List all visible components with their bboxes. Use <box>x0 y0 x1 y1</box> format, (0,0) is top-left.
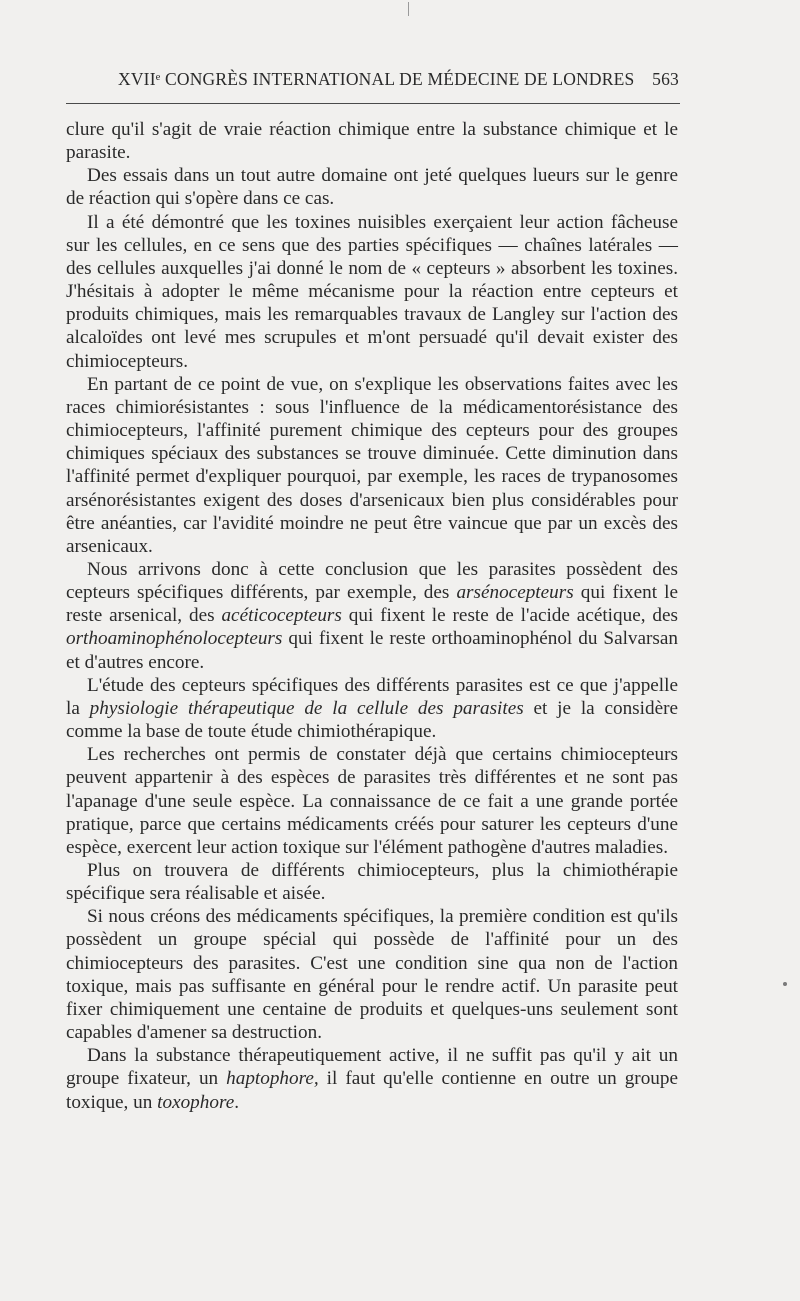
text-run: Si nous créons des médicaments spécifiques, la première condition est qu'ils possèdent un groupe spécial qui possède de l'affinité pour un des chimiocepteurs des parasites. C'est une condition sine qua non de l'action toxique, mais pas suffisante en général pour le rendre actif. Un parasite peut fixer chimiquement une centaine de produits et quelques-uns seulement sont capables d'amener sa destruction. <box>66 906 678 1044</box>
paragraph <box>66 743 678 859</box>
paragraph <box>66 1044 678 1113</box>
running-header-title: XVIIᵉ CONGRÈS INTERNATIONAL DE MÉDECINE DE LONDRES <box>118 69 635 89</box>
paragraph <box>66 674 678 743</box>
text-run: En partant de ce point de vue, on s'explique les observations faites avec les races chimiorésistantes : sous l'influence de la médicamentorésistance des chimiocepteurs, l'affinité purement chimique des cepteurs pour des groupes chimiques spéciaux des substances se trouve diminuée. Cette diminution dans l'affinité permet d'expliquer pourquoi, par exemple, les races de trypanosomes arsénorésistantes exigent des doses d'arsenicaux bien plus considérables pour être anéanties, car l'avidité moindre ne peut être vaincue que par un excès des arsenicaux. <box>66 373 678 557</box>
paragraph <box>66 905 678 1044</box>
text-run: Il a été démontré que les toxines nuisibles exerçaient leur action fâcheuse sur les cellules, en ce sens que des parties spécifiques — chaînes latérales — des cellules auxquelles j'ai donné le nom de « cepteurs » absorbent les toxines. J'hésitais à adopter le même mécanisme pour la réaction entre cepteurs et produits chimiques, mais les remarquables travaux de Langley sur l'action des alcaloïdes ont levé mes scrupules et m'ont persuadé qu'il devait exister des chimiocepteurs. <box>66 211 678 372</box>
paragraph <box>66 373 678 558</box>
page-edge-mark <box>408 2 409 16</box>
text-run: Plus on trouvera de différents chimiocepteurs, plus la chimiothérapie spécifique sera réalisable et aisée. <box>66 860 678 905</box>
text-run: il faut qu'elle contienne en outre un groupe toxique, un <box>66 1068 678 1113</box>
paragraph <box>66 211 678 373</box>
text-run: . <box>234 1091 240 1113</box>
paragraph <box>66 558 678 674</box>
running-header <box>66 69 682 95</box>
paragraph <box>66 164 678 210</box>
paragraph <box>66 118 678 164</box>
body-text <box>66 118 678 1114</box>
italic-term: acéticocepteurs <box>221 605 342 627</box>
text-run: Des essais dans un tout autre domaine ont jeté quelques lueurs sur le genre de réaction qui s'opère dans ce cas. <box>66 165 678 210</box>
text-run: qui fixent le reste de l'acide acétique, des <box>341 605 678 627</box>
text-run: Les recherches ont permis de constater déjà que certains chimiocepteurs peuvent appartenir à des espèces de parasites très différentes et ne sont pas l'apanage d'une seule espèce. La connaissance de ce fait a une grande portée pratique, parce que certains médicaments créés pour saturer les cepteurs d'une espèce, exercent leur action toxique sur l'élément pathogène d'autres maladies. <box>66 744 678 858</box>
text-run: Dans la substance thérapeutiquement active, il ne suffit pas qu'il y ait un groupe fixateur, un <box>66 1045 678 1090</box>
margin-dot <box>783 982 787 986</box>
italic-term: arsénocepteurs <box>456 582 574 604</box>
text-run: et je la considère comme la base de toute étude chimiothérapique. <box>66 697 678 743</box>
italic-term: toxophore <box>157 1091 235 1113</box>
paragraph <box>66 859 678 905</box>
text-run: Nous arrivons donc à cette conclusion que les parasites possèdent des cepteurs spécifiques différents, par exemple, des <box>66 558 678 604</box>
italic-term: haptophore, <box>226 1068 319 1090</box>
header-rule <box>66 103 680 104</box>
text-run: qui fixent le reste arsenical, des <box>66 582 678 627</box>
text-run: clure qu'il s'agit de vraie réaction chimique entre la substance chimique et le parasite. <box>66 119 678 164</box>
text-run: qui fixent le reste orthoaminophénol du Salvarsan et d'autres encore. <box>66 628 678 673</box>
text-run: L'étude des cepteurs spécifiques des différents parasites est ce que j'appelle la <box>66 674 678 719</box>
italic-term: orthoaminophénolocepteurs <box>66 628 283 650</box>
page-number: 563 <box>652 69 679 89</box>
italic-term: physiologie thérapeutique de la cellule des parasites <box>89 697 524 719</box>
